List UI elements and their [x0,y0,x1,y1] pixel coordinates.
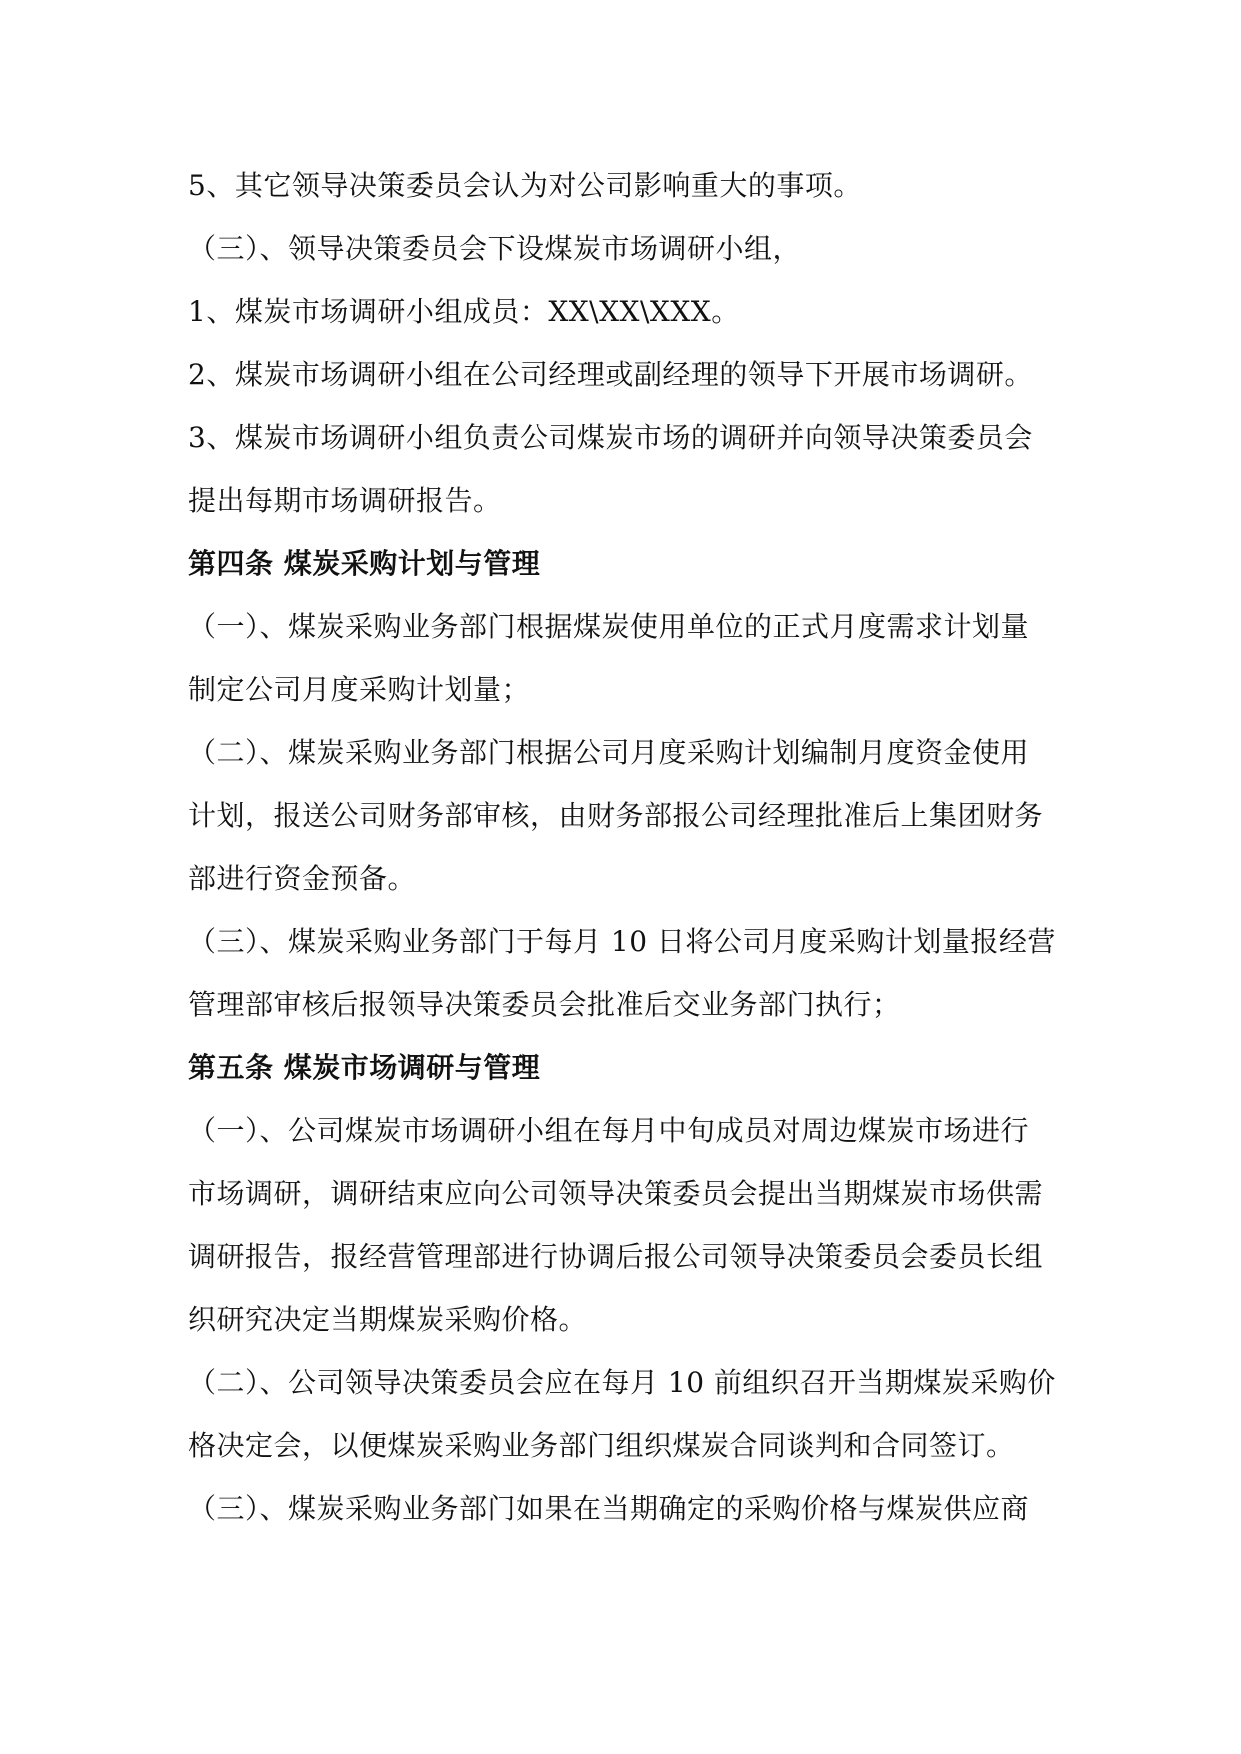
subsection-three: （三）、领导决策委员会下设煤炭市场调研小组， [188,232,802,265]
list-item-5: 5、其它领导决策委员会认为对公司影响重大的事项。 [188,169,862,202]
article-four-clause-one-continued: 制定公司月度采购计划量； [188,673,531,706]
article-five-clause-three: （三）、煤炭采购业务部门如果在当期确定的采购价格与煤炭供应商 [188,1492,1030,1525]
list-item-2: 2、煤炭市场调研小组在公司经理或副经理的领导下开展市场调研。 [188,358,1033,391]
article-five-clause-one-continued: 市场调研，调研结束应向公司领导决策委员会提出当期煤炭市场供需 [188,1177,1044,1210]
article-four-clause-three-continued: 管理部审核后报领导决策委员会批准后交业务部门执行； [188,988,901,1021]
document-body [188,154,1058,1540]
list-item-3-continued: 提出每期市场调研报告。 [188,484,502,517]
article-five-clause-one-continued-2: 调研报告，报经营管理部进行协调后报公司领导决策委员会委员长组 [188,1240,1044,1273]
article-five-clause-two-continued: 格决定会，以便煤炭采购业务部门组织煤炭合同谈判和合同签订。 [188,1429,1015,1462]
article-four-clause-two-continued: 计划，报送公司财务部审核，由财务部报公司经理批准后上集团财务 [188,799,1044,832]
article-five-clause-one: （一）、公司煤炭市场调研小组在每月中旬成员对周边煤炭市场进行 [188,1114,1030,1147]
article-four-clause-one: （一）、煤炭采购业务部门根据煤炭使用单位的正式月度需求计划量 [188,610,1030,643]
article-four-clause-three: （三）、煤炭采购业务部门于每月 10 日将公司月度采购计划量报经营 [188,925,1056,958]
article-four-clause-two: （二）、煤炭采购业务部门根据公司月度采购计划编制月度资金使用 [188,736,1030,769]
list-item-3: 3、煤炭市场调研小组负责公司煤炭市场的调研并向领导决策委员会 [188,421,1033,454]
list-item-1: 1、煤炭市场调研小组成员：XX\XX\XXX。 [188,295,740,328]
article-four-heading: 第四条 煤炭采购计划与管理 [188,547,541,580]
article-five-heading: 第五条 煤炭市场调研与管理 [188,1051,541,1084]
article-five-clause-one-end: 织研究决定当期煤炭采购价格。 [188,1303,588,1336]
article-five-clause-two: （二）、公司领导决策委员会应在每月 10 前组织召开当期煤炭采购价 [188,1366,1056,1399]
article-four-clause-two-end: 部进行资金预备。 [188,862,417,895]
